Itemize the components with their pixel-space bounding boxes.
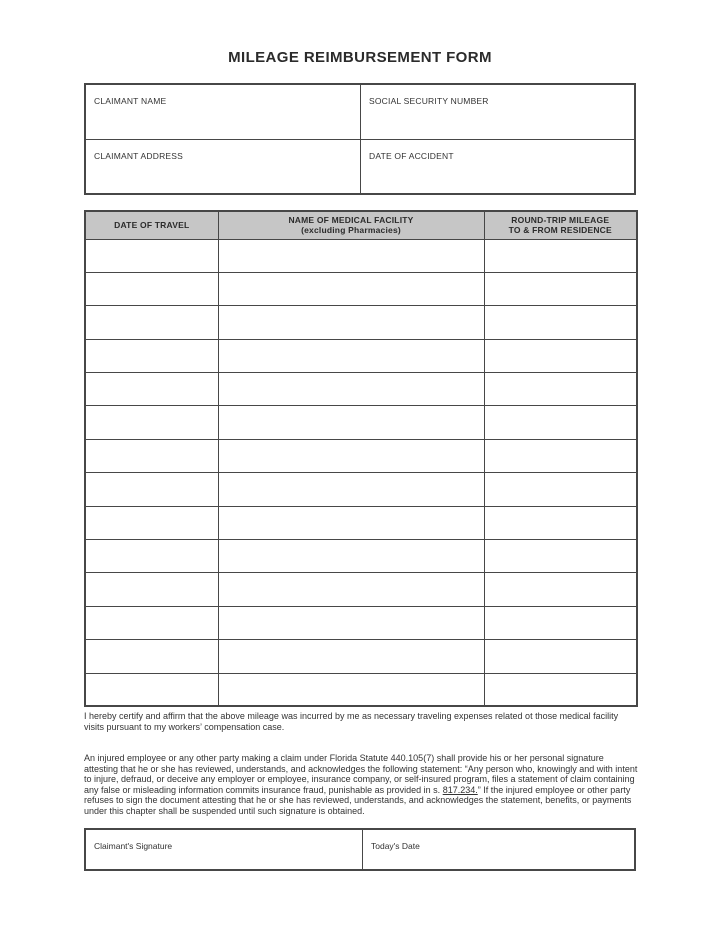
mileage-cell-round-trip-mileage[interactable]	[484, 406, 637, 439]
mileage-row	[85, 306, 637, 339]
claimant-name-field[interactable]	[86, 85, 360, 139]
mileage-cell-round-trip-mileage[interactable]	[484, 239, 637, 272]
mileage-cell-medical-facility[interactable]	[218, 540, 484, 573]
mileage-cell-medical-facility[interactable]	[218, 506, 484, 539]
claimant-signature-field[interactable]	[86, 830, 362, 869]
mileage-row	[85, 640, 637, 673]
fraud-statement-text-before: An injured employee or any other party making a claim under Florida Statute 440.105(7) shall provide his or her personal signature attesting that he or she has reviewed, understands, and acknowledges the following statement: “Any person who, knowingly and with intent to injure, defraud, or deceive any employer or employee, insurance company, or self-insured program, files a statement of claim containing any false or misleading information commits insurance fraud, punishable as provided in s.	[84, 753, 638, 795]
mileage-cell-medical-facility[interactable]	[218, 306, 484, 339]
mileage-cell-round-trip-mileage[interactable]	[484, 306, 637, 339]
claimant-address-field[interactable]	[86, 139, 360, 193]
mileage-cell-medical-facility[interactable]	[218, 473, 484, 506]
mileage-cell-medical-facility[interactable]	[218, 339, 484, 372]
mileage-cell-date-of-travel[interactable]	[85, 406, 218, 439]
fraud-statement-paragraph	[84, 753, 638, 817]
header-date-line1: DATE OF TRAVEL	[114, 220, 190, 231]
header-medical-facility	[218, 211, 484, 239]
mileage-cell-date-of-travel[interactable]	[85, 373, 218, 406]
mileage-row	[85, 506, 637, 539]
statute-link[interactable]: 817.234.	[442, 784, 478, 795]
mileage-cell-date-of-travel[interactable]	[85, 239, 218, 272]
mileage-cell-medical-facility[interactable]	[218, 439, 484, 472]
mileage-row	[85, 373, 637, 406]
date-of-accident-label: DATE OF ACCIDENT	[369, 151, 454, 161]
mileage-row	[85, 673, 637, 706]
mileage-cell-date-of-travel[interactable]	[85, 473, 218, 506]
mileage-cell-round-trip-mileage[interactable]	[484, 673, 637, 706]
mileage-cell-medical-facility[interactable]	[218, 239, 484, 272]
form-title: MILEAGE REIMBURSEMENT FORM	[228, 49, 492, 66]
todays-date-label: Today's Date	[371, 841, 420, 851]
header-date-of-travel	[85, 211, 218, 239]
mileage-cell-medical-facility[interactable]	[218, 373, 484, 406]
mileage-cell-round-trip-mileage[interactable]	[484, 640, 637, 673]
mileage-row	[85, 473, 637, 506]
header-round-trip-mileage	[484, 211, 637, 239]
mileage-cell-round-trip-mileage[interactable]	[484, 573, 637, 606]
mileage-row	[85, 606, 637, 639]
claimant-info-box	[84, 83, 636, 195]
mileage-cell-round-trip-mileage[interactable]	[484, 373, 637, 406]
mileage-cell-round-trip-mileage[interactable]	[484, 439, 637, 472]
certification-paragraph: I hereby certify and affirm that the above mileage was incurred by me as necessary traveling expenses related ot those medical facility visits pursuant to my workers’ compensation case.	[84, 711, 619, 732]
mileage-cell-medical-facility[interactable]	[218, 272, 484, 305]
claimant-name-label: CLAIMANT NAME	[94, 96, 167, 106]
mileage-cell-date-of-travel[interactable]	[85, 306, 218, 339]
mileage-cell-medical-facility[interactable]	[218, 406, 484, 439]
date-of-accident-field[interactable]	[360, 139, 634, 193]
header-mileage-line1: ROUND-TRIP MILEAGE	[511, 215, 610, 226]
mileage-cell-round-trip-mileage[interactable]	[484, 606, 637, 639]
todays-date-field[interactable]	[362, 830, 634, 869]
claimant-address-label: CLAIMANT ADDRESS	[94, 151, 184, 161]
header-facility-line2: (excluding Pharmacies)	[301, 225, 401, 236]
fraud-statement-text-after: ” If the injured employee or other party refuses to sign the document attesting that he or she has reviewed, understands, and acknowledges the statement, benefits, or payments under this chapter shall be suspended until such signature is obtained.	[84, 784, 632, 816]
mileage-cell-date-of-travel[interactable]	[85, 640, 218, 673]
mileage-row	[85, 239, 637, 272]
mileage-row	[85, 540, 637, 573]
mileage-row	[85, 406, 637, 439]
mileage-cell-round-trip-mileage[interactable]	[484, 506, 637, 539]
header-facility-line1: NAME OF MEDICAL FACILITY	[288, 215, 414, 226]
social-security-number-label: SOCIAL SECURITY NUMBER	[369, 96, 489, 106]
mileage-cell-round-trip-mileage[interactable]	[484, 272, 637, 305]
mileage-table-body	[85, 239, 637, 706]
mileage-cell-medical-facility[interactable]	[218, 606, 484, 639]
social-security-number-field[interactable]	[360, 85, 634, 139]
mileage-row	[85, 339, 637, 372]
mileage-cell-date-of-travel[interactable]	[85, 439, 218, 472]
mileage-cell-round-trip-mileage[interactable]	[484, 540, 637, 573]
mileage-cell-date-of-travel[interactable]	[85, 673, 218, 706]
mileage-row	[85, 272, 637, 305]
signature-box	[84, 828, 636, 871]
mileage-table-header	[85, 211, 637, 239]
claimant-signature-label: Claimant's Signature	[94, 841, 173, 851]
mileage-table	[84, 210, 638, 707]
mileage-row	[85, 439, 637, 472]
mileage-row	[85, 573, 637, 606]
mileage-cell-date-of-travel[interactable]	[85, 606, 218, 639]
header-mileage-line2: TO & FROM RESIDENCE	[508, 225, 612, 236]
mileage-cell-round-trip-mileage[interactable]	[484, 473, 637, 506]
mileage-cell-medical-facility[interactable]	[218, 640, 484, 673]
mileage-cell-date-of-travel[interactable]	[85, 339, 218, 372]
mileage-cell-date-of-travel[interactable]	[85, 272, 218, 305]
mileage-cell-round-trip-mileage[interactable]	[484, 339, 637, 372]
mileage-cell-date-of-travel[interactable]	[85, 540, 218, 573]
mileage-cell-medical-facility[interactable]	[218, 673, 484, 706]
mileage-cell-medical-facility[interactable]	[218, 573, 484, 606]
mileage-cell-date-of-travel[interactable]	[85, 573, 218, 606]
mileage-cell-date-of-travel[interactable]	[85, 506, 218, 539]
